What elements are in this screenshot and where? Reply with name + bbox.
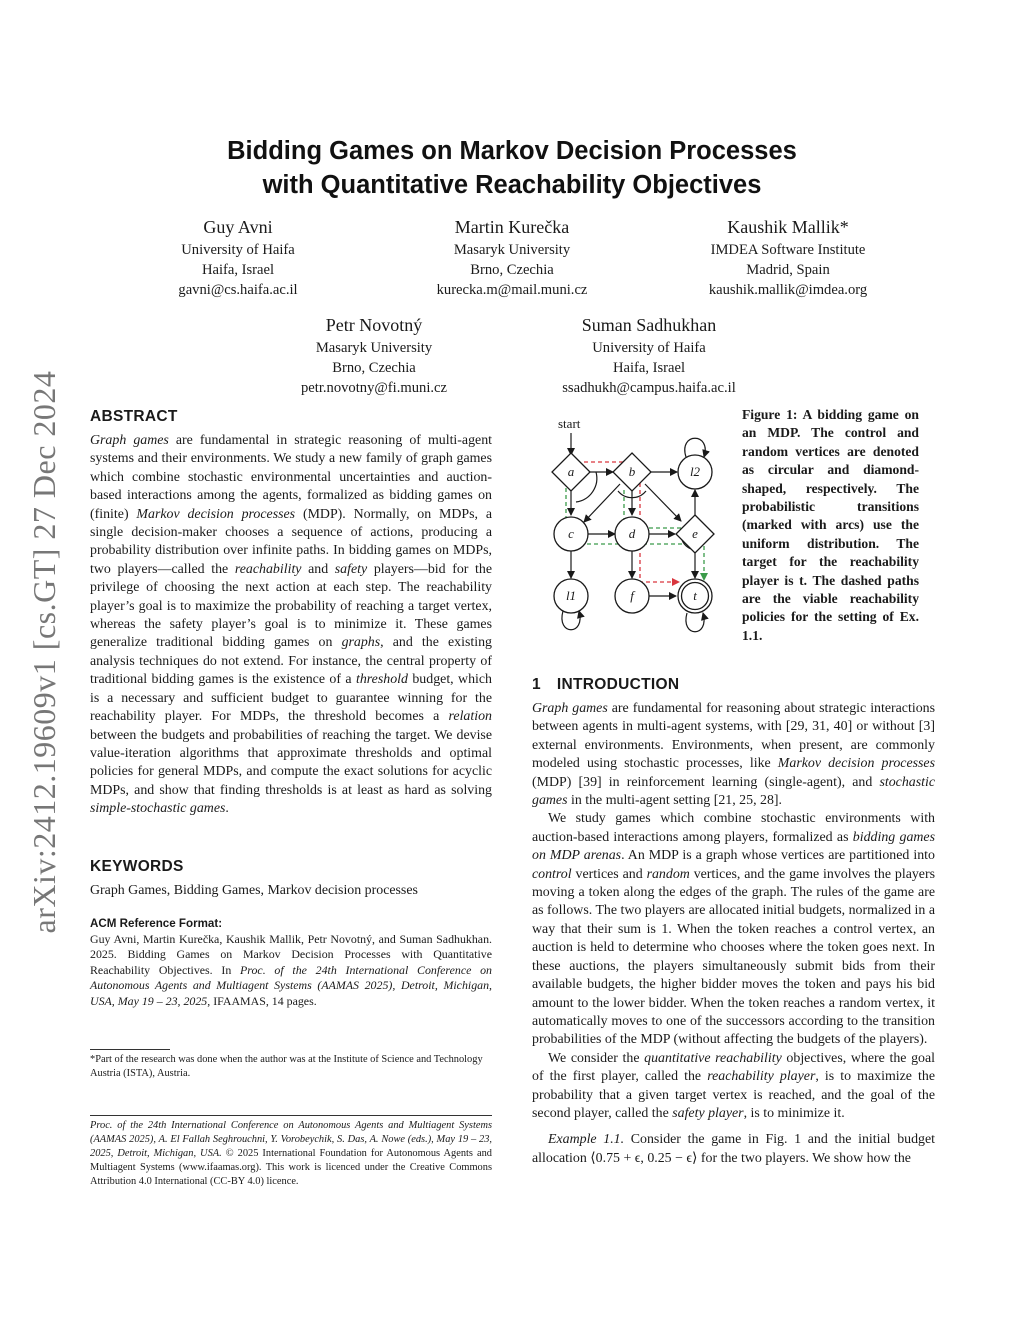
author-email[interactable]: kaushik.mallik@imdea.org <box>708 282 868 298</box>
intro-run: control <box>532 866 572 882</box>
label-a: a <box>567 464 575 479</box>
intro-paragraph-2 <box>532 810 935 1049</box>
example-label: Example 1.1. <box>548 1132 625 1148</box>
label-c: c <box>568 526 574 541</box>
intro-heading <box>532 676 679 694</box>
author-name: Suman Sadhukhan <box>581 315 717 335</box>
abstract-run: threshold <box>355 672 408 688</box>
intro-run: (MDP) [39] in reinforcement learning (single-agent), and <box>532 774 880 790</box>
abstract-run: . <box>225 801 229 817</box>
intro-run: quantitative reachability <box>644 1050 782 1066</box>
paper-title <box>0 134 1024 202</box>
author-block <box>534 312 764 398</box>
author-email[interactable]: kurecka.m@mail.muni.cz <box>436 282 588 298</box>
author-email[interactable]: ssadhukh@campus.haifa.ac.il <box>562 380 736 396</box>
author-affiliation: University of Haifa <box>592 340 706 356</box>
abstract-run: Graph games <box>90 433 169 448</box>
author-affiliation: Masaryk University <box>453 242 571 258</box>
example-paragraph <box>532 1131 935 1168</box>
abstract-run: budget, which is a necessary and sufficient budget to guarantee winning for the reachability player. For MDPs, the threshold becomes a <box>90 672 493 725</box>
author-block <box>138 214 338 300</box>
abstract-run: Markov decision processes <box>136 506 296 522</box>
abstract-run: are fundamental in strategic reasoning of multi-agent systems and their environments. We study a new family of graph games which combine stochastic environmental uncertainties and auction-based interactions among the agents, formalized as bidding games on (finite) <box>90 433 493 522</box>
intro-run: Graph games <box>532 701 608 716</box>
abstract-run: players—bid for the privilege of choosing the next action at each step. The reachability player’s goal is to maximize the probability of reaching a target vertex, whereas the safety player’s goal is to minimize it. These games generalize traditional bidding games on <box>90 561 492 651</box>
label-b: b <box>628 464 636 479</box>
abstract-run: safety <box>334 561 368 577</box>
author-block <box>392 214 632 300</box>
abstract-run: graphs <box>341 635 381 651</box>
author-location: Brno, Czechia <box>332 360 416 376</box>
figure-1-diagram <box>536 404 736 644</box>
author-name: Guy Avni <box>203 217 273 237</box>
author-location: Brno, Czechia <box>470 262 554 278</box>
label-l2: l2 <box>689 464 701 479</box>
arxiv-stamp: arXiv:2412.19609v1 [cs.GT] 27 Dec 2024 <box>26 370 62 934</box>
start-label: start <box>558 416 581 431</box>
intro-run: We consider the <box>548 1050 645 1066</box>
author-affiliation: Masaryk University <box>315 340 433 356</box>
label-f: f <box>630 588 634 603</box>
copyright-rule <box>90 1115 492 1116</box>
edge-b-e <box>645 484 681 521</box>
author-affiliation: IMDEA Software Institute <box>710 242 866 258</box>
intro-run: are fundamental for reasoning about strategic interactions between agents in multi-agent systems, with [29, 31, 40] or without [3] external environments. Environments, when present, are commonly modeled using stochastic processes, like <box>532 701 935 772</box>
abstract-text <box>90 432 492 819</box>
abstract-heading: ABSTRACT <box>90 408 178 425</box>
acm-reference <box>90 916 492 1010</box>
footnote-rule <box>90 1049 170 1050</box>
author-location: Haifa, Israel <box>612 360 686 376</box>
intro-run: Markov decision processes <box>777 756 935 772</box>
intro-paragraph-1 <box>532 700 935 810</box>
copyright-run: © 2025 International Foundation for Autonomous Agents and Multiagent Systems (www.ifaamas.org). This work is licenced under the Creative Commons Attribution 4.0 International (CC-BY 4.0) licence. <box>90 1148 492 1187</box>
loop-t <box>686 613 704 632</box>
label-d: d <box>628 526 636 541</box>
edge-b-c <box>584 484 620 522</box>
label-t: t <box>693 588 697 603</box>
copyright-run: Proc. of the 24th International Conference on Autonomous Agents and Multiagent Systems (AAMAS 2025), A. El Fallah Seghrouchni, Y. Vorobeychik, S. Das, A. Nowe (eds.), May 19 – 23, 2025, Detroit, Michigan, USA. <box>90 1120 492 1159</box>
copyright-block <box>90 1119 492 1189</box>
keywords-heading: KEYWORDS <box>90 858 184 875</box>
author-affiliation: University of Haifa <box>181 242 295 258</box>
label-l1: l1 <box>565 588 577 603</box>
intro-run: objectives, where the goal of the first player, called the <box>532 1050 936 1085</box>
abstract-run: between the budgets and probabilities of reaching the target. We devise value-iteration algorithms that approximate thresholds and optimal policies for general MDPs, and compute the exact solutions for acyclic MDPs, and show that finding thresholds is at least as hard as solving <box>90 727 492 798</box>
author-location: Haifa, Israel <box>201 262 275 278</box>
example-text: Consider the game in Fig. 1 and the initial budget allocation ⟨0.75 + ϵ, 0.25 − ϵ⟩ for the two players. We show how the <box>532 1132 935 1166</box>
author-block <box>668 214 908 300</box>
keywords-text: Graph Games, Bidding Games, Markov decision processes <box>90 883 418 898</box>
intro-run: vertices, and the game involves the players moving a token along the edges of the graph. The rules of the game are as follows. The two players are allocated initial budgets, normalized in a way that their sum is 1. When the token reaches a control vertex, an auction is held to determine who chooses where the token goes next. In these auctions, the players simultaneously submit bids from their available budgets, the higher bidder moves the token and pays his bid amount to the lower bidder. When the token reaches a random vertex, it automatically moves to one of the successors according to the transition probabilities of the MDP (without affecting the budgets of the players). <box>532 866 936 1048</box>
author-block <box>264 312 484 398</box>
intro-run: bidding games on MDP arenas <box>532 829 935 864</box>
loop-l2 <box>685 438 705 457</box>
acm-run: , IFAAMAS, 14 pages. <box>207 993 317 1008</box>
intro-run: stochastic games <box>532 774 935 809</box>
acm-run: Proc. of the 24th International Conference on Autonomous Agents and Multiagent Systems (AAMAS 2025), Detroit, Michigan, USA, May 19 – 23, 2025 <box>90 962 492 1008</box>
title-line-2: with Quantitative Reachability Objectives <box>262 171 762 199</box>
intro-run: , is to minimize it. <box>743 1105 845 1121</box>
label-e: e <box>692 526 698 541</box>
intro-run: reachability player <box>707 1069 816 1085</box>
intro-paragraph-3 <box>532 1050 935 1124</box>
figure-1-caption: Figure 1: A bidding game on an MDP. The control and random vertices are denoted as circular and diamond-shaped, respectively. The probabilistic transitions (marked with arcs) use the uniform distribution. The target for the reachability player is t. The dashed paths are the viable reachability policies for the setting of Ex. 1.1. <box>742 407 919 643</box>
intro-run: in the multi-agent setting [21, 25, 28]. <box>567 793 782 809</box>
author-name: Martin Kurečka <box>454 217 570 237</box>
abstract-run: (MDP). Normally, on MDPs, a single decision-maker chooses a sequence of actions, producing a probability distribution over infinite paths. In bidding games on MDPs, two players—called the <box>90 506 492 577</box>
author-name: Petr Novotný <box>325 315 423 335</box>
abstract-run: simple-stochastic games <box>90 801 226 817</box>
loop-l1 <box>562 611 580 630</box>
intro-run: vertices and <box>571 866 647 882</box>
acm-run: Guy Avni, Martin Kurečka, Kaushik Mallik, Petr Novotný, and Suman Sadhukhan. 2025. Bidding Games on Markov Decision Processes with Quantitative Reachability Objectives. In <box>90 931 492 977</box>
acm-label: ACM Reference Format: <box>90 917 223 930</box>
intro-run: , is to maximize the probability that a given target vertex is reached, and the goal of the second player, called the <box>532 1069 935 1121</box>
author-footnote: *Part of the research was done when the author was at the Institute of Science and Technology Austria (ISTA), Austria. <box>90 1054 483 1079</box>
abstract-run: relation <box>448 709 492 725</box>
author-name: Kaushik Mallik* <box>727 217 849 237</box>
intro-text <box>532 700 935 1168</box>
abstract-run: , and the existing analysis techniques do not extend. For instance, the central property of traditional bidding games is the existence of a <box>90 635 492 688</box>
intro-section-title: INTRODUCTION <box>556 676 680 693</box>
intro-run: We study games which combine stochastic environments with auction-based interactions among players, formalized as <box>532 811 935 845</box>
title-line-1: Bidding Games on Markov Decision Processes <box>227 137 797 165</box>
abstract-run: and <box>301 561 335 577</box>
intro-run: . An MDP is a graph whose vertices are partitioned into <box>621 848 935 864</box>
abstract-run: reachability <box>234 561 302 577</box>
intro-run: random <box>646 866 690 882</box>
intro-run: safety player <box>672 1105 744 1121</box>
intro-section-number: 1 <box>532 676 541 693</box>
author-email[interactable]: gavni@cs.haifa.ac.il <box>178 282 298 298</box>
author-location: Madrid, Spain <box>746 262 830 278</box>
author-email[interactable]: petr.novotny@fi.muni.cz <box>301 380 447 396</box>
